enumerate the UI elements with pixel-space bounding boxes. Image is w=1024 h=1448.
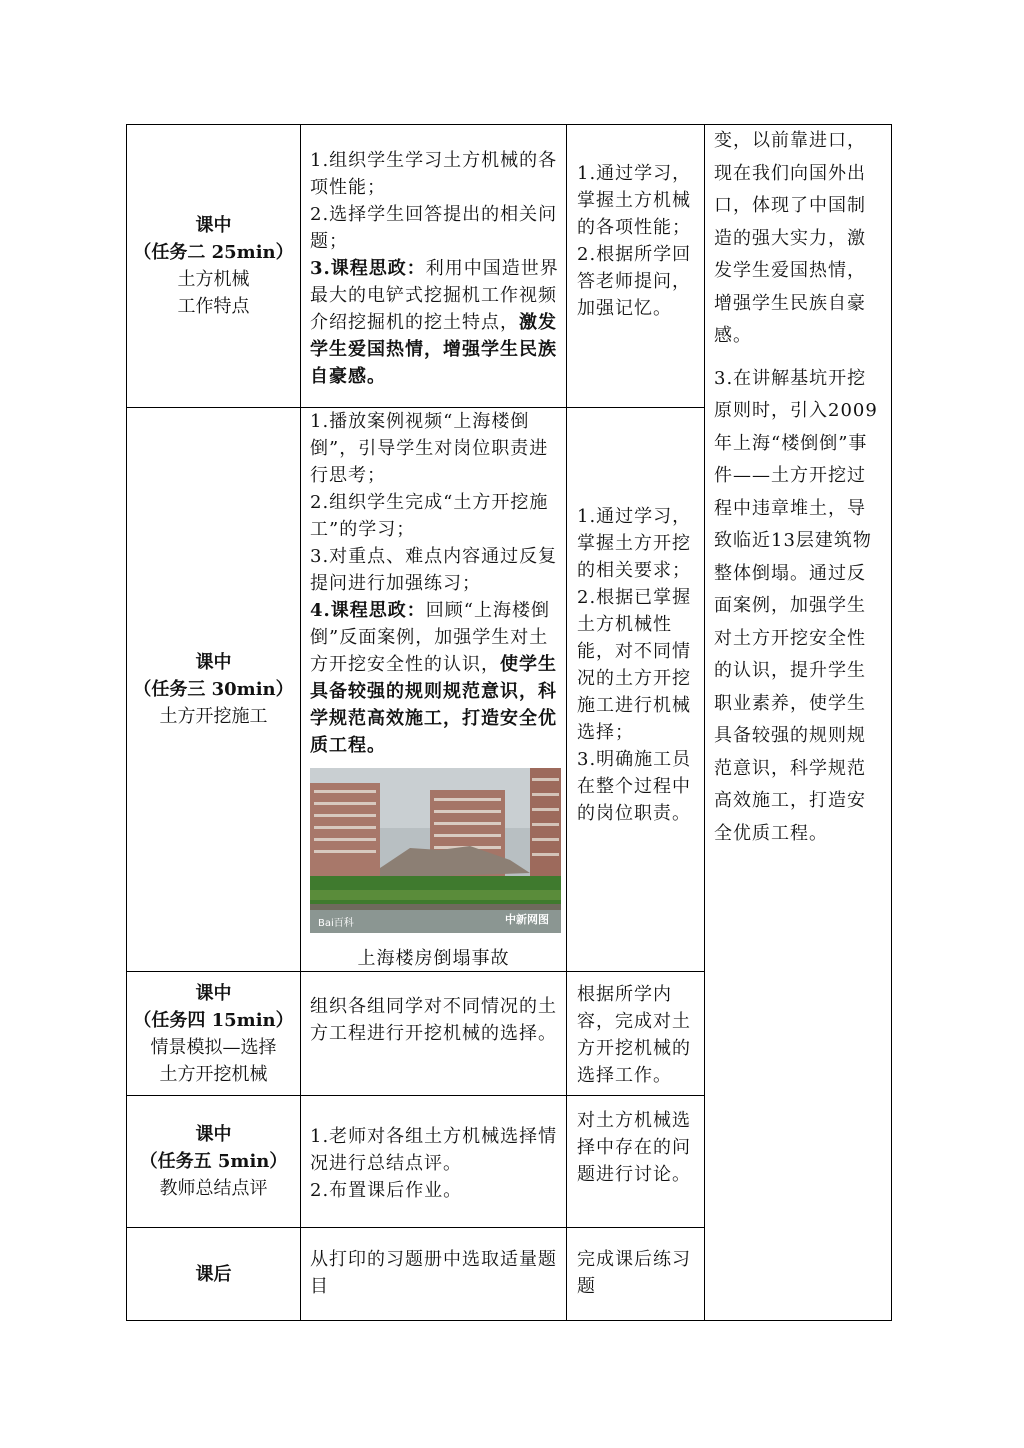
ideology-notes-column (714, 125, 884, 850)
teacher-activity-task5 (310, 1123, 560, 1204)
watermark-right: 中新网图 (505, 913, 549, 926)
stage-cell-after-class (127, 1228, 300, 1320)
stage-title: 课后 (195, 1263, 232, 1285)
stage-name-line: 教师总结点评 (159, 1178, 268, 1199)
ideology-emphasis: 使学生具备较强的规则规范意识，科学规范高效施工，打造安全优质工程。 (310, 654, 557, 756)
collapse-accident-photo (310, 768, 561, 933)
stage-title: 课中 (195, 215, 232, 236)
ideology-label: 3.课程思政： (310, 258, 426, 279)
student-activity-task2 (577, 160, 699, 322)
student-step: 3.明确施工员在整个过程中的岗位职责。 (577, 749, 692, 824)
stage-title: 课中 (195, 982, 232, 1004)
col-divider-2 (566, 124, 567, 1321)
student-step: 2.根据已掌握土方机械性能，对不同情况的土方开挖施工进行机械选择； (577, 587, 692, 743)
teacher-step: 从打印的习题册中选取适量题目 (310, 1249, 557, 1297)
col-divider-3 (704, 124, 705, 1321)
teacher-activity-task3 (310, 408, 560, 759)
stage-subtitle: （任务四 15min） (133, 1009, 294, 1031)
teacher-step: 1.组织学生学习土方机械的各项性能； (310, 150, 558, 198)
ideology-text: 利用中国造世界最大的电铲式挖掘机工作视频介绍挖掘机的挖土特点， (310, 258, 559, 333)
stage-title: 课中 (195, 652, 232, 673)
table-border-bottom (126, 1320, 892, 1321)
photo-caption: 上海楼房倒塌事故 (357, 948, 510, 969)
teacher-step-ideology (310, 255, 560, 390)
teacher-step-ideology (310, 597, 560, 759)
teacher-step: 组织各组同学对不同情况的土方工程进行开挖机械的选择。 (310, 996, 557, 1044)
student-activity-task5 (577, 1107, 699, 1188)
student-activity-task4 (577, 981, 699, 1089)
ideology-emphasis: 激发学生爱国热情，增强学生民族自豪感。 (310, 312, 557, 387)
teacher-step: 2.布置课后作业。 (310, 1180, 463, 1201)
building-collapse-image (310, 768, 561, 933)
ideology-text: 回顾“上海楼倒倒”反面案例，加强学生对土方开挖安全性的认识， (310, 600, 550, 675)
teacher-activity-task2 (310, 147, 560, 390)
teacher-step: 3.对重点、难点内容通过反复提问进行加强练习； (310, 546, 558, 594)
teacher-step: 2.选择学生回答提出的相关问题； (310, 204, 558, 252)
stage-name-line: 土方开挖机械 (159, 1063, 268, 1085)
watermark-left: Bai百科 (318, 918, 354, 929)
stage-subtitle: （任务二 25min） (133, 242, 294, 263)
stage-subtitle: （任务五 5min） (139, 1151, 288, 1172)
col-divider-1 (300, 124, 301, 1321)
teacher-step: 1.播放案例视频“上海楼倒倒”，引导学生对岗位职责进行思考； (310, 411, 549, 486)
student-step: 1.通过学习，掌握土方开挖的相关要求； (577, 506, 692, 581)
stage-cell-task4 (127, 972, 300, 1095)
stage-subtitle: （任务三 30min） (133, 679, 294, 700)
stage-cell-task2 (127, 125, 300, 407)
ideology-label: 4.课程思政： (310, 600, 426, 621)
ideology-note: 3.在讲解基坑开挖原则时，引入2009年上海“楼倒倒”事件——土方开挖过程中违章堆土，导致临近13层建筑物整体倒塌。通过反面案例，加强学生对土方开挖安全性的认识，提升学生职业素养，使学生具备较强的规则规范意识，科学规范高效施工，打造安全优质工程。 (714, 367, 878, 844)
student-activity-after-class (577, 1246, 699, 1300)
stage-cell-task3 (127, 408, 300, 971)
student-step: 完成课后练习题 (577, 1249, 691, 1297)
stage-cell-task5 (127, 1096, 300, 1227)
teacher-activity-task4 (310, 993, 560, 1047)
stage-name-line: 土方机械 (177, 269, 250, 290)
student-activity-task3 (577, 503, 701, 827)
stage-name-line: 工作特点 (177, 296, 250, 317)
teacher-step: 2.组织学生完成“土方开挖施工”的学习； (310, 492, 549, 540)
student-step: 2.根据所学回答老师提问，加强记忆。 (577, 244, 692, 319)
student-step: 1.通过学习，掌握土方机械的各项性能； (577, 163, 692, 238)
table-border-right (891, 124, 892, 1321)
ideology-note: 变，以前靠进口，现在我们向国外出口，体现了中国制造的强大实力，激发学生爱国热情，增强学生民族自豪感。 (714, 130, 866, 346)
teacher-activity-after-class (310, 1246, 560, 1300)
stage-name-line: 情景模拟—选择 (150, 1036, 277, 1058)
stage-title: 课中 (195, 1124, 232, 1145)
student-step: 根据所学内容，完成对土方开挖机械的选择工作。 (577, 984, 691, 1086)
stage-name-line: 土方开挖施工 (159, 706, 268, 727)
teacher-step: 1.老师对各组土方机械选择情况进行总结点评。 (310, 1126, 558, 1174)
student-step: 对土方机械选择中存在的问题进行讨论。 (577, 1110, 691, 1185)
